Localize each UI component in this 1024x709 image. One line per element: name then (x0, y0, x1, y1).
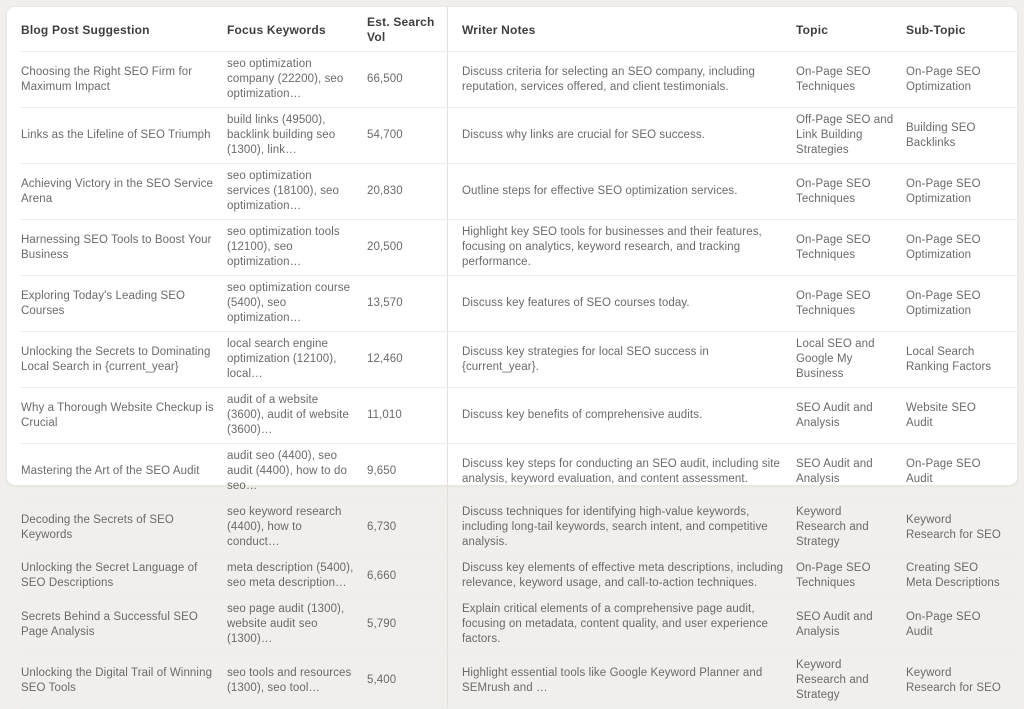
cell-blog-post-suggestion[interactable] (21, 220, 227, 275)
topic-text: Keyword Research and Strategy (796, 659, 869, 701)
writer-notes-text: Discuss key steps for conducting an SEO audit, including site analysis, keyword evaluation, and content assessment. (462, 457, 781, 485)
cell-topic[interactable] (796, 108, 906, 163)
sub-topic-text: On-Page SEO Optimization (906, 289, 981, 317)
cell-sub-topic[interactable] (906, 500, 1017, 555)
column-header-label: Est. Search Vol (367, 15, 435, 44)
sub-topic-text: Local Search Ranking Factors (906, 345, 992, 373)
table-row (21, 444, 1017, 500)
focus-keywords-text: seo page audit (1300), website audit seo (1300)… (227, 603, 345, 645)
focus-keywords-text: local search engine optimization (12100), local… (227, 338, 337, 380)
focus-keywords-text: seo keyword research (4400), how to conduct… (227, 506, 342, 548)
sub-topic-text: Keyword Research for SEO (906, 666, 1001, 694)
cell-est-search-vol[interactable] (367, 52, 448, 107)
topic-text: On-Page SEO Techniques (796, 289, 871, 317)
sub-topic-text: On-Page SEO Audit (906, 457, 981, 485)
writer-notes-text: Discuss techniques for identifying high-value keywords, including long-tail keywords, search intent, and competitive analysis. (462, 506, 768, 548)
est-search-vol-text: 20,500 (367, 241, 403, 253)
sub-topic-text: Creating SEO Meta Descriptions (906, 562, 1000, 589)
topic-text: On-Page SEO Techniques (796, 177, 871, 205)
cell-focus-keywords[interactable] (227, 597, 367, 652)
est-search-vol-text: 13,570 (367, 297, 403, 309)
cell-est-search-vol[interactable] (367, 108, 448, 163)
blog-post-suggestion-text: Exploring Today's Leading SEO Courses (21, 289, 186, 317)
cell-writer-notes[interactable] (448, 220, 796, 275)
column-header-label: Sub-Topic (906, 22, 966, 37)
cell-est-search-vol[interactable] (367, 388, 448, 443)
cell-blog-post-suggestion[interactable] (21, 388, 227, 443)
cell-est-search-vol[interactable] (367, 444, 448, 499)
blog-post-suggestion-text: Unlocking the Secret Language of SEO Descriptions (21, 562, 198, 589)
cell-focus-keywords[interactable] (227, 108, 367, 163)
column-header-topic (796, 7, 906, 51)
topic-text: SEO Audit and Analysis (796, 401, 873, 429)
cell-sub-topic[interactable] (906, 556, 1017, 596)
table-row (21, 500, 1017, 556)
writer-notes-text: Discuss criteria for selecting an SEO company, including reputation, services offered, and client testimonials. (462, 65, 756, 93)
cell-topic[interactable] (796, 500, 906, 555)
sub-topic-text: On-Page SEO Optimization (906, 233, 981, 261)
cell-est-search-vol[interactable] (367, 164, 448, 219)
cell-topic[interactable] (796, 388, 906, 443)
writer-notes-text: Highlight key SEO tools for businesses and their features, focusing on analytics, keyword research, and tracking performance. (462, 226, 762, 268)
sub-topic-text: On-Page SEO Optimization (906, 177, 981, 205)
cell-blog-post-suggestion[interactable] (21, 500, 227, 555)
cell-topic[interactable] (796, 556, 906, 596)
column-header-label: Writer Notes (462, 22, 536, 37)
sub-topic-text: Building SEO Backlinks (906, 121, 976, 149)
cell-topic[interactable] (796, 332, 906, 387)
cell-topic[interactable] (796, 444, 906, 499)
topic-text: SEO Audit and Analysis (796, 610, 873, 638)
est-search-vol-text: 9,650 (367, 465, 397, 477)
est-search-vol-text: 5,400 (367, 674, 397, 686)
table-header-row (21, 7, 1017, 52)
cell-focus-keywords[interactable] (227, 653, 367, 708)
cell-topic[interactable] (796, 164, 906, 219)
cell-writer-notes[interactable] (448, 500, 796, 555)
est-search-vol-text: 5,790 (367, 618, 397, 630)
blog-post-suggestion-text: Decoding the Secrets of SEO Keywords (21, 513, 174, 541)
cell-est-search-vol[interactable] (367, 220, 448, 275)
cell-focus-keywords[interactable] (227, 444, 367, 499)
cell-writer-notes[interactable] (448, 556, 796, 596)
focus-keywords-text: meta description (5400), seo meta description… (227, 562, 354, 589)
table-row (21, 220, 1017, 276)
cell-blog-post-suggestion[interactable] (21, 556, 227, 596)
est-search-vol-text: 11,010 (367, 409, 402, 421)
table-row (21, 332, 1017, 388)
column-header-sub-topic (906, 7, 1017, 51)
cell-blog-post-suggestion[interactable] (21, 108, 227, 163)
est-search-vol-text: 6,660 (367, 569, 397, 582)
cell-focus-keywords[interactable] (227, 164, 367, 219)
blog-post-suggestion-text: Choosing the Right SEO Firm for Maximum Impact (21, 65, 193, 93)
cell-sub-topic[interactable] (906, 52, 1017, 107)
column-header-label: Topic (796, 22, 829, 37)
cell-sub-topic[interactable] (906, 164, 1017, 219)
cell-focus-keywords[interactable] (227, 388, 367, 443)
column-header-blog-post-suggestion (21, 7, 227, 51)
cell-sub-topic[interactable] (906, 220, 1017, 275)
table-row (21, 108, 1017, 164)
cell-blog-post-suggestion[interactable] (21, 52, 227, 107)
column-header-label: Focus Keywords (227, 22, 326, 37)
cell-writer-notes[interactable] (448, 52, 796, 107)
cell-sub-topic[interactable] (906, 597, 1017, 652)
table-row (21, 653, 1017, 709)
blog-post-suggestion-text: Unlocking the Digital Trail of Winning SEO Tools (21, 666, 213, 694)
cell-writer-notes[interactable] (448, 388, 796, 443)
cell-focus-keywords[interactable] (227, 52, 367, 107)
cell-est-search-vol[interactable] (367, 556, 448, 596)
cell-sub-topic[interactable] (906, 388, 1017, 443)
cell-writer-notes[interactable] (448, 597, 796, 652)
table-row (21, 276, 1017, 332)
writer-notes-text: Outline steps for effective SEO optimization services. (462, 185, 738, 197)
cell-focus-keywords[interactable] (227, 220, 367, 275)
column-header-est-search-vol (367, 7, 448, 51)
sub-topic-text: Website SEO Audit (906, 401, 976, 429)
cell-writer-notes[interactable] (448, 332, 796, 387)
cell-est-search-vol[interactable] (367, 332, 448, 387)
column-header-label: Blog Post Suggestion (21, 22, 150, 37)
focus-keywords-text: audit seo (4400), seo audit (4400), how to do seo… (227, 450, 347, 492)
topic-text: Local SEO and Google My Business (796, 338, 875, 380)
cell-blog-post-suggestion[interactable] (21, 332, 227, 387)
cell-writer-notes[interactable] (448, 276, 796, 331)
cell-est-search-vol[interactable] (367, 276, 448, 331)
topic-text: On-Page SEO Techniques (796, 233, 871, 261)
topic-text: SEO Audit and Analysis (796, 457, 873, 485)
cell-est-search-vol[interactable] (367, 500, 448, 555)
topic-text: Off-Page SEO and Link Building Strategies (796, 114, 894, 156)
cell-blog-post-suggestion[interactable] (21, 444, 227, 499)
focus-keywords-text: seo optimization company (22200), seo optimization… (227, 58, 344, 100)
table-row (21, 164, 1017, 220)
blog-post-suggestion-text: Why a Thorough Website Checkup is Crucial (21, 401, 214, 429)
blog-post-suggestion-text: Secrets Behind a Successful SEO Page Analysis (21, 610, 198, 638)
cell-blog-post-suggestion[interactable] (21, 597, 227, 652)
focus-keywords-text: seo optimization course (5400), seo optimization… (227, 282, 351, 324)
cell-sub-topic[interactable] (906, 444, 1017, 499)
focus-keywords-text: seo tools and resources (1300), seo tool… (227, 666, 352, 694)
blog-post-suggestion-text: Harnessing SEO Tools to Boost Your Business (21, 233, 212, 261)
topic-text: Keyword Research and Strategy (796, 506, 869, 548)
focus-keywords-text: seo optimization tools (12100), seo optimization… (227, 226, 340, 268)
focus-keywords-text: audit of a website (3600), audit of website (3600)… (227, 394, 349, 436)
cell-blog-post-suggestion[interactable] (21, 276, 227, 331)
focus-keywords-text: build links (49500), backlink building seo (1300), link… (227, 114, 336, 156)
table-card (6, 6, 1018, 701)
est-search-vol-text: 66,500 (367, 73, 403, 85)
sub-topic-text: Keyword Research for SEO (906, 513, 1001, 541)
writer-notes-text: Discuss key benefits of comprehensive audits. (462, 409, 703, 421)
est-search-vol-text: 12,460 (367, 353, 403, 365)
blog-post-suggestion-text: Unlocking the Secrets to Dominating Local Search in {current_year} (21, 345, 211, 373)
cell-writer-notes[interactable] (448, 164, 796, 219)
sub-topic-text: On-Page SEO Optimization (906, 65, 981, 93)
cell-topic[interactable] (796, 220, 906, 275)
topic-text: On-Page SEO Techniques (796, 65, 871, 93)
writer-notes-text: Discuss key elements of effective meta descriptions, including relevance, keyword usage, and call-to-action techniques. (462, 562, 784, 589)
table-row (21, 597, 1017, 653)
est-search-vol-text: 20,830 (367, 185, 403, 197)
cell-topic[interactable] (796, 653, 906, 708)
cell-focus-keywords[interactable] (227, 276, 367, 331)
table-row (21, 388, 1017, 444)
column-header-writer-notes (448, 7, 796, 51)
cell-writer-notes[interactable] (448, 108, 796, 163)
writer-notes-text: Discuss why links are crucial for SEO success. (462, 129, 705, 141)
cell-sub-topic[interactable] (906, 653, 1017, 708)
cell-focus-keywords[interactable] (227, 332, 367, 387)
cell-blog-post-suggestion[interactable] (21, 164, 227, 219)
writer-notes-text: Discuss key strategies for local SEO success in {current_year}. (462, 345, 709, 373)
cell-blog-post-suggestion[interactable] (21, 653, 227, 708)
cell-writer-notes[interactable] (448, 653, 796, 708)
cell-est-search-vol[interactable] (367, 597, 448, 652)
cell-est-search-vol[interactable] (367, 653, 448, 708)
est-search-vol-text: 54,700 (367, 129, 403, 141)
cell-focus-keywords[interactable] (227, 500, 367, 555)
table-body (21, 52, 1017, 709)
cell-sub-topic[interactable] (906, 332, 1017, 387)
cell-sub-topic[interactable] (906, 108, 1017, 163)
blog-post-suggestion-text: Achieving Victory in the SEO Service Arena (21, 177, 213, 205)
writer-notes-text: Discuss key features of SEO courses today. (462, 297, 690, 309)
cell-focus-keywords[interactable] (227, 556, 367, 596)
writer-notes-text: Explain critical elements of a comprehensive page audit, focusing on metadata, content quality, and user experience factors. (462, 603, 769, 645)
cell-topic[interactable] (796, 597, 906, 652)
column-header-focus-keywords (227, 7, 367, 51)
table-row (21, 556, 1017, 597)
cell-writer-notes[interactable] (448, 444, 796, 499)
cell-topic[interactable] (796, 276, 906, 331)
est-search-vol-text: 6,730 (367, 521, 397, 533)
blog-post-suggestion-text: Links as the Lifeline of SEO Triumph (21, 129, 211, 141)
topic-text: On-Page SEO Techniques (796, 562, 871, 589)
writer-notes-text: Highlight essential tools like Google Keyword Planner and SEMrush and … (462, 666, 763, 694)
focus-keywords-text: seo optimization services (18100), seo optimization… (227, 170, 340, 212)
table-row (21, 52, 1017, 108)
cell-sub-topic[interactable] (906, 276, 1017, 331)
sub-topic-text: On-Page SEO Audit (906, 610, 981, 638)
blog-post-suggestion-text: Mastering the Art of the SEO Audit (21, 465, 200, 477)
cell-topic[interactable] (796, 52, 906, 107)
